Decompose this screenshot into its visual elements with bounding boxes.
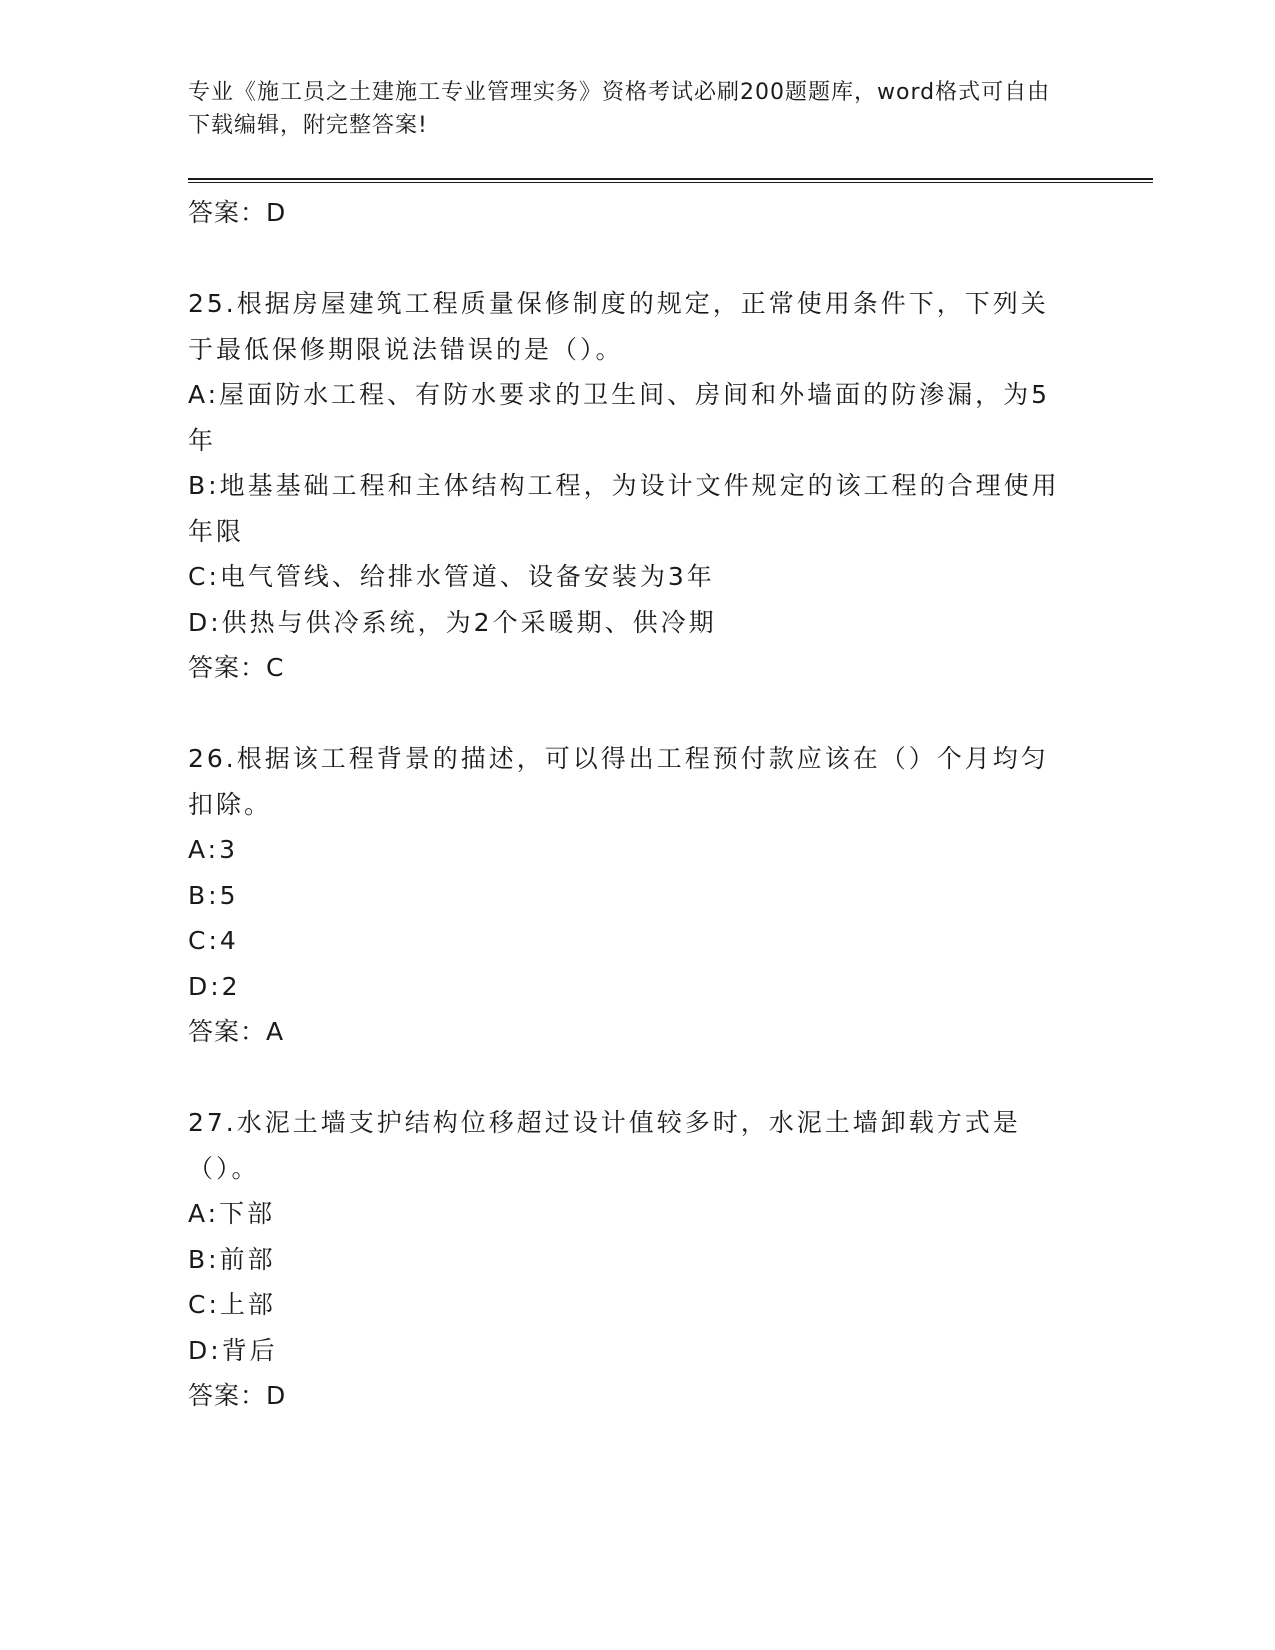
question-item bbox=[188, 281, 1068, 691]
option-d: D:背后 bbox=[188, 1335, 278, 1365]
question-stem: 25.根据房屋建筑工程质量保修制度的规定，正常使用条件下，下列关于最低保修期限说法错误的是（）。 bbox=[188, 289, 1049, 364]
option-a: A:屋面防水工程、有防水要求的卫生间、房间和外墙面的防渗漏，为5年 bbox=[188, 380, 1050, 455]
option-c: C:上部 bbox=[188, 1290, 276, 1319]
page-header-title: 专业《施工员之土建施工专业管理实务》资格考试必刷200题题库，word格式可自由下载编辑，附完整答案! bbox=[188, 80, 1051, 138]
header-divider bbox=[188, 178, 1153, 183]
option-a: A:下部 bbox=[188, 1199, 276, 1228]
spacer bbox=[188, 236, 1068, 282]
answer-line: 答案：C bbox=[188, 653, 285, 682]
option-a: A:3 bbox=[188, 835, 238, 864]
question-item bbox=[188, 736, 1068, 1055]
option-d: D:2 bbox=[188, 971, 241, 1001]
option-c: C:4 bbox=[188, 926, 239, 955]
option-d: D:供热与供冷系统，为2个采暖期、供冷期 bbox=[188, 607, 717, 637]
question-list bbox=[188, 190, 1068, 1419]
option-b: B:5 bbox=[188, 880, 239, 910]
spacer bbox=[188, 1055, 1068, 1101]
option-b: B:地基基础工程和主体结构工程，为设计文件规定的该工程的合理使用年限 bbox=[188, 471, 1060, 546]
answer-line: 答案：D bbox=[188, 1381, 287, 1410]
answer-line: 答案：D bbox=[188, 198, 287, 227]
answer-line: 答案：A bbox=[188, 1017, 285, 1046]
question-item bbox=[188, 1100, 1068, 1419]
question-stem: 26.根据该工程背景的描述，可以得出工程预付款应该在（）个月均匀扣除。 bbox=[188, 744, 1049, 819]
option-c: C:电气管线、给排水管道、设备安装为3年 bbox=[188, 562, 715, 591]
spacer bbox=[188, 691, 1068, 737]
option-b: B:前部 bbox=[188, 1244, 276, 1274]
question-stem: 27.水泥土墙支护结构位移超过设计值较多时，水泥土墙卸载方式是（）。 bbox=[188, 1108, 1021, 1183]
